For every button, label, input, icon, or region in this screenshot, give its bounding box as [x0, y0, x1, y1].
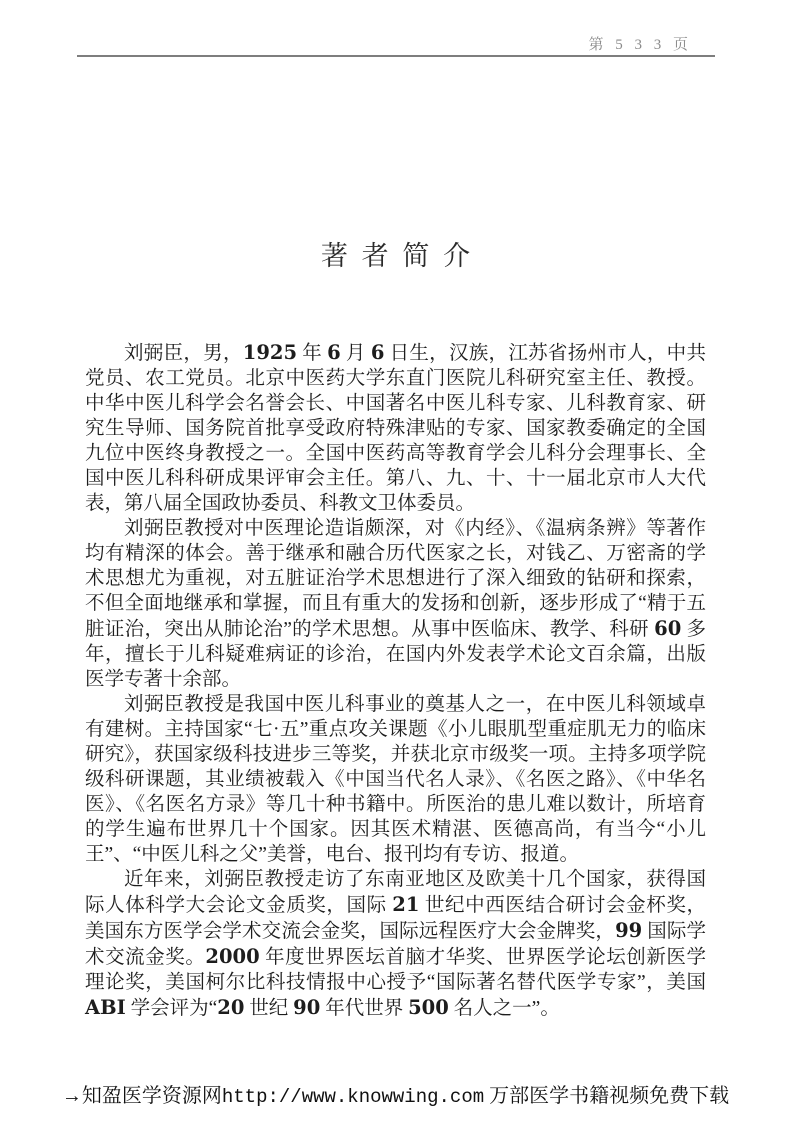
biography-paragraph: 刘弼臣教授对中医理论造诣颇深，对《内经》、《温病条辨》等著作均有精深的体会。善于继承和融合历代医家之长，对钱乙、万密斋的学术思想尤为重视，对五脏证治学术思想进行了深入细致的钻研和探索，不但全面地继承和掌握，而且有重大的发扬和创新，逐步形成了“精于五脏证治，突出从肺论治”的学术思想。从事中医临床、教学、科研 60 多年，擅长于儿科疑难病证的诊治，在国内外发表学术论文百余篇，出版医学专著十余部。	[85, 518, 706, 690]
biography-paragraph: 刘弼臣，男，1925 年 6 月 6 日生，汉族，江苏省扬州市人，中共党员、农工党员。北京中医药大学东直门医院儿科研究室主任、教授。中华中医儿科学会名誉会长、中国著名中医儿科专家、儿科教育家、研究生导师、国务院首批享受政府特殊津贴的专家、国家教委确定的全国九位中医终身教授之一。全国中医药高等教育学会儿科分会理事长、全国中医儿科科研成果评审会主任。第八、九、十、十一届北京市人大代表，第八届全国政协委员、科教文卫体委员。	[85, 341, 706, 514]
page-title: 著 者 简 介	[320, 241, 471, 271]
biography-paragraph: 近年来，刘弼臣教授走访了东南亚地区及欧美十几个国家，获得国际人体科学大会论文金质奖，国际 21 世纪中西医结合研讨会金杯奖，美国东方医学会学术交流会金奖，国际远程医疗大会金牌奖，99 国际学术交流金奖。2000 年度世界医坛首脑才华奖、世界医学论坛创新医学理论奖，美国柯尔比科技情报中心授予“国际著名替代医学专家”，美国 ABI 学会评为“20 世纪 90 年代世界 500 名人之一”。	[85, 869, 706, 1019]
biography-paragraph: 刘弼臣教授是我国中医儿科事业的奠基人之一，在中医儿科领域卓有建树。主持国家“七·五”重点攻关课题《小儿眼肌型重症肌无力的临床研究》，获国家级科技进步三等奖，并获北京市级奖一项。主持多项学院级科研课题，其业绩被载入《中国当代名人录》、《名医之路》、《中华名医》、《名医名方录》等几十种书籍中。所医治的患儿难以数计，所培育的学生遍布世界几十个国家。因其医术精湛、医德高尚，有当今“小儿王”、“中医儿科之父”美誉，电台、报刊均有专访、报道。	[85, 694, 706, 865]
biography-text	[85, 340, 706, 1021]
footer-site-name: →知盈医学资源网	[61, 1085, 222, 1107]
footer-watermark	[0, 1079, 791, 1108]
footer-tagline: 万部医学书籍视频免费下载	[484, 1085, 730, 1107]
page-number: 第 5 3 3 页	[588, 37, 690, 53]
footer-url: http://www.knowwing.com	[221, 1086, 485, 1108]
header-divider	[77, 55, 715, 57]
